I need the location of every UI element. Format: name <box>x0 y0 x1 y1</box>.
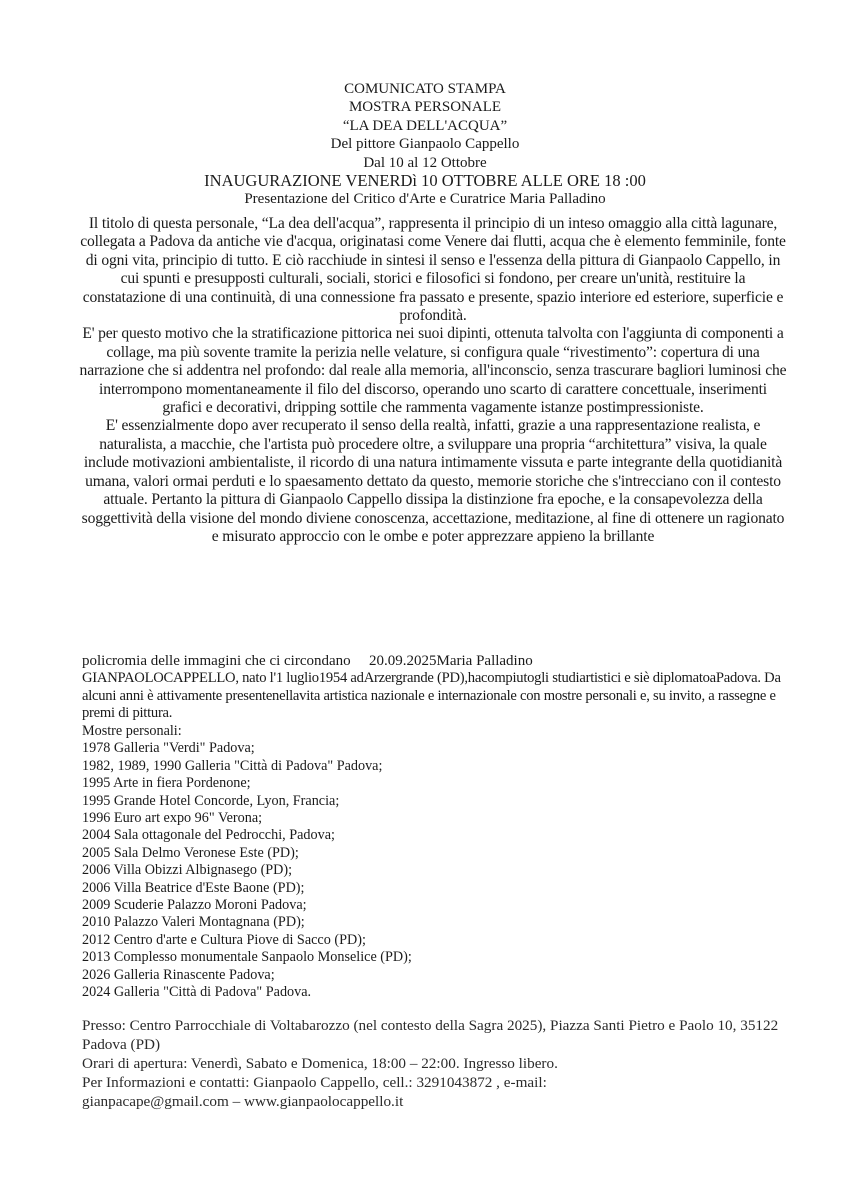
critique-paragraph: E' per questo motivo che la stratificazione pittorica nei suoi dipinti, ottenuta talvolta con l'aggiunta di componenti a collage, ma più sovente tramite la perizia nelle velature, si configura quale “rivestimento”: copertura di una narrazione che si addentra nel profondo: dal reale alla memoria, all'inconscio, senza trascurare bagliori luminosi che interrompono momentaneamente il filo del discorso, operando uno scarto di carattere concettuale, inserimenti grafici e decorativi, dripping sottile che rammenta vagamente istanze postimpressioniste. <box>79 325 787 417</box>
list-item: 2004 Sala ottagonale del Pedrocchi, Padova; <box>82 827 335 844</box>
critique-paragraph: E' essenzialmente dopo aver recuperato il senso della realtà, infatti, grazie a una rappresentazione realista, e naturalista, a macchie, che l'artista può procedere oltre, a sviluppare una propria “architettura” visiva, la quale include motivazioni ambientaliste, il ricordo di una natura intimamente vissuta e parte integrante della quotidianità umana, valori ormai perduti e lo spaesamento dettato da questo, memorie storiche che s'intrecciano con il contesto attuale. Pertanto la pittura di Gianpaolo Cappello dissipa la distinzione fra epoche, e la consapevolezza della soggettività della visione del mondo diviene conoscenza, accettazione, meditazione, al fine di ottenere un ragionato e misurato approccio con le ombe e poter apprezzare appieno la brillante <box>81 417 785 545</box>
list-item: 1996 Euro art expo 96" Verona; <box>82 810 263 827</box>
list-item: 1995 Grande Hotel Concorde, Lyon, Francia; <box>82 792 340 809</box>
critique-text <box>78 215 788 546</box>
separator: – <box>228 1093 245 1110</box>
contacts-text: Per Informazioni e contatti: Gianpaolo Cappello, cell.: 3291043872 , e-mail: <box>82 1074 547 1091</box>
critique-closing-line <box>82 652 782 670</box>
bio-text: GIANPAOLOCAPPELLO, nato l'1 luglio1954 adArzergrande (PD),hacompiutogli studiartistici e siè diplomatoaPadova. Da alcuni anni è attivamente presentenellavita artistica nazionale e internazionale con mostre personali e, su invito, a rassegne e premi di pittura. <box>82 670 781 722</box>
solo-exhibitions-list <box>82 723 602 1002</box>
list-item: 2012 Centro d'arte e Cultura Piove di Sacco (PD); <box>82 931 366 948</box>
list-item: 2010 Palazzo Valeri Montagnana (PD); <box>82 914 305 931</box>
artist-bio <box>82 670 794 723</box>
list-item: 1978 Galleria "Verdi" Padova; <box>82 740 255 757</box>
presentation-line: Presentazione del Critico d'Arte e Curatrice Maria Palladino <box>244 191 606 208</box>
opening-announcement: INAUGURAZIONE VENERDì 10 OTTOBRE ALLE ORE 18 :00 <box>204 171 646 191</box>
contacts <box>82 1073 802 1111</box>
critique-closing: policromia delle immagini che ci circondano <box>82 653 351 669</box>
list-item: 1995 Arte in fiera Pordenone; <box>82 775 251 792</box>
header-label: COMUNICATO STAMPA <box>344 81 506 97</box>
artist-line: Del pittore Gianpaolo Cappello <box>330 136 520 153</box>
exhibition-title: “LA DEA DELL'ACQUA” <box>342 117 508 134</box>
critique-signature: 20.09.2025Maria Palladino <box>369 653 533 669</box>
list-item: 2006 Villa Obizzi Albignasego (PD); <box>82 862 293 879</box>
list-item: 2006 Villa Beatrice d'Este Baone (PD); <box>82 879 305 896</box>
list-item: 2005 Sala Delmo Veronese Este (PD); <box>82 844 299 861</box>
list-item: 2024 Galleria "Città di Padova" Padova. <box>82 984 312 1001</box>
list-item: 2009 Scuderie Palazzo Moroni Padova; <box>82 897 307 914</box>
venue-address: Presso: Centro Parrocchiale di Voltabarozzo (nel contesto della Sagra 2025), Piazza Santi Pietro e Paolo 10, 35122 Padova (PD) <box>82 1017 779 1053</box>
list-item: 2013 Complesso monumentale Sanpaolo Monselice (PD); <box>82 949 412 966</box>
press-release-header <box>80 80 770 209</box>
event-info <box>82 1016 802 1111</box>
list-item: 2026 Galleria Rinascente Padova; <box>82 966 275 983</box>
critique-paragraph: Il titolo di questa personale, “La dea dell'acqua”, rappresenta il principio di un inteso omaggio alla città lagunare, collegata a Padova da antiche vie d'acqua, originatasi come Venere dai flutti, acqua che è elemento femminile, fonte di ogni vita, principio di tutto. E ciò racchiude in sintesi il senso e l'essenza della pittura di Gianpaolo Cappello, in cui spunti e presupposti culturali, sociali, storici e filosofici si fondono, per creare un'unità, restituire la constatazione di una continuità, di una connessione fra passato e presente, spazio interiore ed esteriore, superficie e profondità. <box>80 215 786 325</box>
exhibition-dates: Dal 10 al 12 Ottobre <box>363 154 487 171</box>
opening-hours: Orari di apertura: Venerdì, Sabato e Domenica, 18:00 – 22:00. Ingresso libero. <box>82 1055 558 1072</box>
list-item: 1982, 1989, 1990 Galleria "Città di Padova" Padova; <box>82 757 383 774</box>
shows-heading: Mostre personali: <box>82 723 182 739</box>
email-link[interactable]: gianpacape@gmail.com <box>82 1093 229 1110</box>
website-link[interactable]: www.gianpaolocappello.it <box>244 1093 404 1110</box>
exhibition-type: MOSTRA PERSONALE <box>348 99 502 116</box>
